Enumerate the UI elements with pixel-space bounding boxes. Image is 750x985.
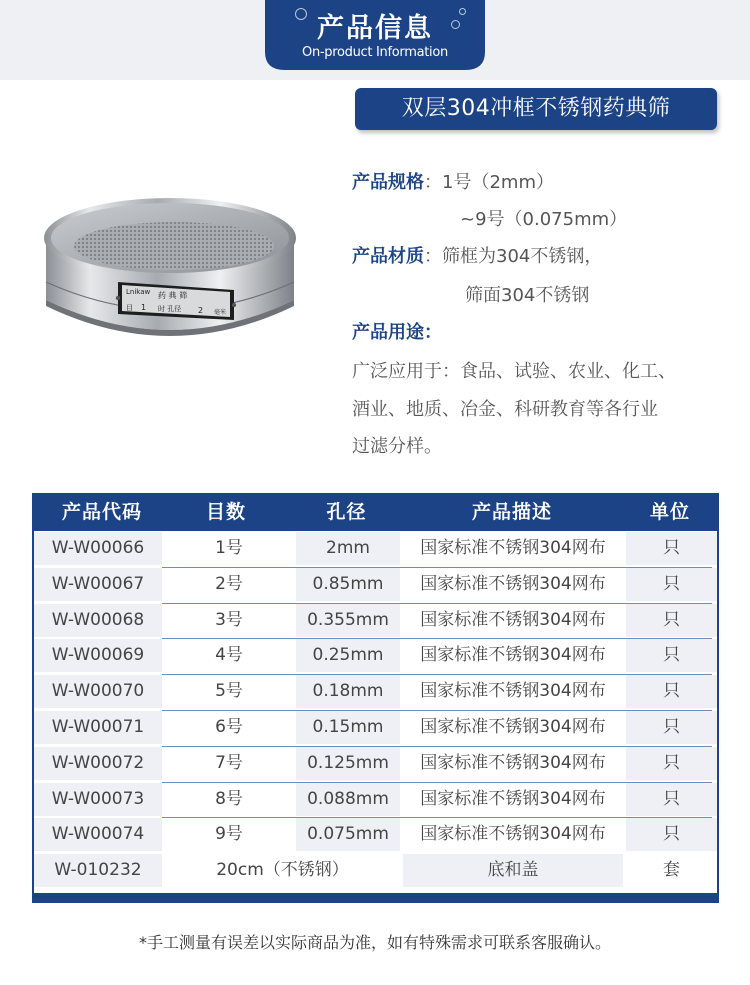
cell-code: W-010232 [34, 854, 162, 887]
header-code: 产品代码 [61, 501, 142, 523]
header-description: 产品描述 [471, 501, 552, 523]
spec-value-range: ~9号（0.075mm） [460, 209, 628, 230]
sieve-aperture-value: 2 [198, 306, 204, 315]
sieve-aperture-label: 时 孔径 [158, 305, 182, 313]
cell-unit: 只 [626, 532, 717, 565]
cell-mesh: 3号 [165, 604, 293, 637]
cell-code: W-W00068 [34, 604, 162, 637]
cell-unit: 只 [626, 639, 717, 672]
table-row [34, 782, 717, 816]
table-row [34, 531, 717, 565]
row-divider [162, 603, 712, 604]
spec-value: 1号（2mm） [442, 172, 554, 193]
product-table [32, 493, 719, 903]
table-row [34, 567, 717, 601]
cell-unit: 套 [626, 854, 717, 887]
cell-mesh: 4号 [165, 639, 293, 672]
cell-code: W-W00071 [34, 711, 162, 744]
cell-code: W-W00074 [34, 818, 162, 851]
cell-code: W-W00069 [34, 639, 162, 672]
table-row [34, 674, 717, 708]
cell-description: 国家标准不锈钢304网布 [403, 568, 623, 601]
cell-description: 国家标准不锈钢304网布 [403, 747, 623, 780]
table-row [34, 817, 717, 851]
usage-line-3: 过滤分样。 [352, 436, 442, 457]
cell-aperture: 0.125mm [296, 747, 400, 780]
row-divider [162, 674, 712, 675]
cell-description: 国家标准不锈钢304网布 [403, 532, 623, 565]
table-row-accessory [34, 853, 717, 887]
cell-aperture: 2mm [296, 532, 400, 565]
cell-mesh: 9号 [165, 818, 293, 851]
table-row [34, 710, 717, 744]
cell-mesh: 2号 [165, 568, 293, 601]
material-value-2: 筛面304不锈钢 [465, 285, 590, 306]
cell-unit: 只 [626, 783, 717, 816]
cell-description: 国家标准不锈钢304网布 [403, 639, 623, 672]
product-name-badge: 双层304冲框不锈钢药典筛 [355, 88, 717, 130]
table-header [32, 493, 719, 531]
cell-description: 底和盖 [403, 854, 623, 887]
row-divider [162, 710, 712, 711]
cell-mesh: 5号 [165, 675, 293, 708]
product-image-sieve [38, 190, 302, 350]
spec-label: 产品规格 [352, 172, 424, 193]
sieve-mesh-number: 1 [141, 303, 147, 312]
material-value: 筛框为304不锈钢， [442, 246, 603, 267]
cell-mesh: 7号 [165, 747, 293, 780]
header-mesh: 目数 [205, 501, 246, 523]
cell-description: 国家标准不锈钢304网布 [403, 783, 623, 816]
row-divider [162, 817, 712, 818]
cell-description: 国家标准不锈钢304网布 [403, 818, 623, 851]
cell-aperture: 0.088mm [296, 783, 400, 816]
cell-aperture: 0.85mm [296, 568, 400, 601]
cell-aperture: 0.15mm [296, 711, 400, 744]
header-title: 产品信息 [317, 13, 433, 44]
table-row [34, 603, 717, 637]
cell-aperture: 0.075mm [296, 818, 400, 851]
sieve-brand: Lnikaw [126, 288, 151, 296]
cell-code: W-W00067 [34, 568, 162, 601]
cell-code: W-W00073 [34, 783, 162, 816]
cell-description: 国家标准不锈钢304网布 [403, 675, 623, 708]
table-row [34, 746, 717, 780]
row-divider [162, 638, 712, 639]
row-divider [162, 567, 712, 568]
cell-unit: 只 [626, 818, 717, 851]
row-divider [162, 746, 712, 747]
footer-note: *手工测量有误差以实际商品为准，如有特殊需求可联系客服确认。 [138, 933, 611, 952]
cell-description: 国家标准不锈钢304网布 [403, 711, 623, 744]
row-divider [162, 782, 712, 783]
sieve-unit: 毫米 [214, 309, 227, 316]
cell-unit: 只 [626, 747, 717, 780]
cell-mesh: 6号 [165, 711, 293, 744]
table-body [34, 531, 717, 893]
material-sep: ： [424, 246, 442, 267]
cell-unit: 只 [626, 604, 717, 637]
header-unit: 单位 [649, 501, 690, 523]
usage-label: 产品用途： [352, 322, 442, 343]
header-subtitle: On-product Information [302, 45, 448, 60]
cell-unit: 只 [626, 568, 717, 601]
cell-aperture: 0.355mm [296, 604, 400, 637]
cell-code: W-W00072 [34, 747, 162, 780]
cell-unit: 只 [626, 711, 717, 744]
header-banner [265, 0, 485, 70]
sieve-title: 药 典 筛 [158, 291, 188, 300]
cell-aperture: 0.18mm [296, 675, 400, 708]
usage-line-2: 酒业、地质、冶金、科研教育等各行业 [352, 399, 658, 420]
spec-sep: ： [424, 172, 442, 193]
sieve-mesh-label: 目 [126, 304, 133, 312]
cell-aperture: 0.25mm [296, 639, 400, 672]
usage-line-1: 广泛应用于：食品、试验、农业、化工、 [352, 361, 676, 382]
cell-spec: 20cm（不锈钢） [165, 854, 400, 887]
cell-code: W-W00070 [34, 675, 162, 708]
cell-description: 国家标准不锈钢304网布 [403, 604, 623, 637]
table-row [34, 638, 717, 672]
cell-unit: 只 [626, 675, 717, 708]
cell-mesh: 1号 [165, 532, 293, 565]
header-aperture: 孔径 [326, 501, 367, 523]
cell-code: W-W00066 [34, 532, 162, 565]
material-label: 产品材质 [352, 246, 424, 267]
cell-mesh: 8号 [165, 783, 293, 816]
